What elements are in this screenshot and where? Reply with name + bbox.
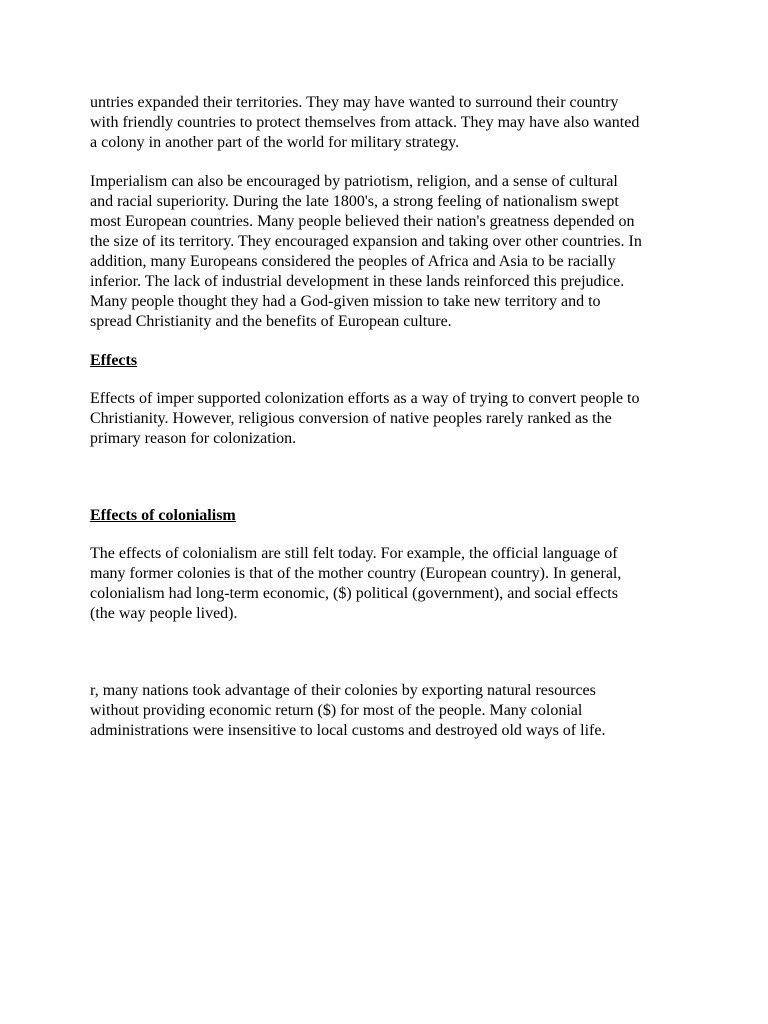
paragraph-imperialism: Imperialism can also be encouraged by patriotism, religion, and a sense of cultural and racial superiority. During the late 1800's, a strong feeling of nationalism swept most European countries. Many people believed their nation's greatness depended on the size of its territory. They encouraged expansion and taking over other countries. In addition, many Europeans considered the peoples of Africa and Asia to be racially inferior. The lack of industrial development in these lands reinforced this prejudice. Many people thought they had a God-given mission to take new territory and to spread Christianity and the benefits of European culture.: [90, 173, 642, 330]
paragraph-effects: Effects of imper supported colonization efforts as a way of trying to convert people to Christianity. However, religious conversion of native peoples rarely ranked as the primary reason for colonization.: [90, 390, 640, 447]
heading-effects-of-colonialism: Effects of colonialism: [90, 507, 236, 524]
heading-effects: Effects: [90, 352, 138, 369]
paragraph-territories: untries expanded their territories. They may have wanted to surround their country with friendly countries to protect themselves from attack. They may have also wanted a colony in another part of the world for military strategy.: [90, 94, 640, 151]
paragraph-exploitation: r, many nations took advantage of their colonies by exporting natural resources without providing economic return ($) for most of the people. Many colonial administrations were insensitive to local customs and destroyed old ways of life.: [90, 682, 606, 739]
paragraph-colonialism: The effects of colonialism are still felt today. For example, the official language of many former colonies is that of the mother country (European country). In general, colonialism had long-term economic, ($) political (government), and social effects (the way people lived).: [90, 545, 622, 622]
